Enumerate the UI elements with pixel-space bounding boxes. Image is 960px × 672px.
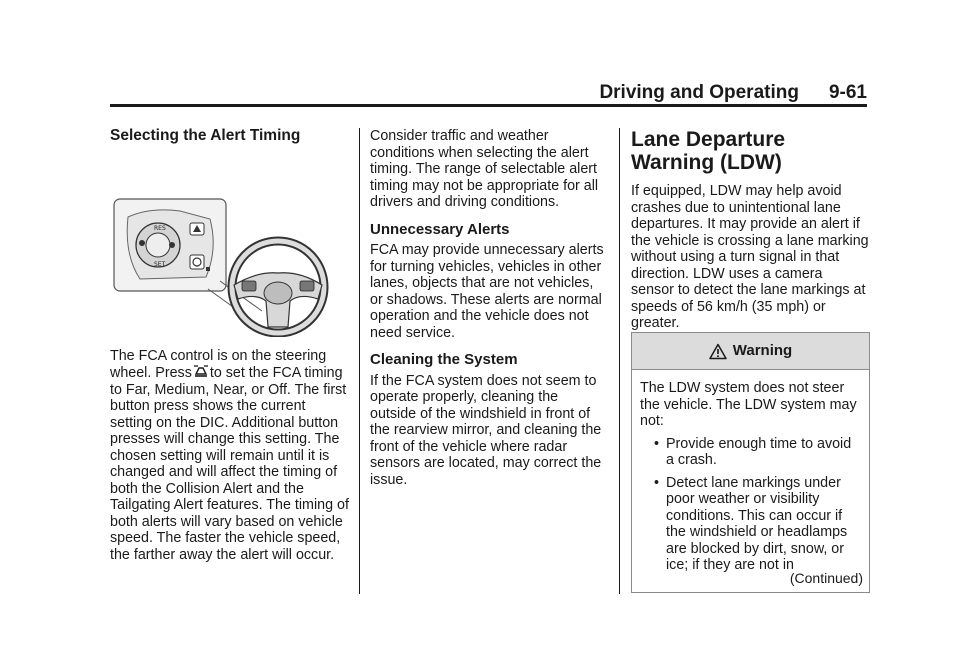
bullet-icon: • (654, 474, 660, 491)
header-page-number: 9-61 (828, 82, 867, 103)
warning-bullet-text: Provide enough time to avoid a crash. (666, 435, 852, 468)
steering-wheel-figure (110, 159, 346, 337)
ldw-intro-paragraph: If equipped, LDW may help avoid crashes due to unintentional lane departures. It may provide an alert if the vehicle is crossing a lane marking without using a turn signal in that direction. LDW uses a camera sensor to detect the lane markings at speeds of 56 km/h (35 mph) or greater. (631, 183, 869, 331)
bullet-icon: • (654, 435, 660, 452)
warning-intro: The LDW system does not steer the vehicle. The LDW system may not: (640, 380, 857, 429)
res-label: RES (154, 224, 166, 232)
text-before-icon: The FCA control is on the steering wheel. Press (110, 347, 327, 381)
warning-bullet-text: Detect lane markings under poor weather or visibility conditions. This can occur if the windshield or headlamps are blocked by dirt, snow, or ice; if they are not in (666, 474, 848, 573)
page-header (110, 78, 867, 107)
cruise-button (190, 255, 204, 269)
column-3 (631, 128, 869, 586)
header-section-title: Driving and Operating (599, 82, 799, 103)
warning-body (632, 370, 869, 574)
heading-cleaning-system: Cleaning the System (370, 351, 518, 368)
consider-traffic-paragraph: Consider traffic and weather conditions when selecting the alert timing. The range of selectable alert timing may not be appropriate for all drivers and driving conditions. (370, 128, 599, 210)
warning-box (631, 332, 870, 593)
column-2 (370, 128, 608, 488)
warning-bullet (654, 436, 861, 469)
warning-triangle-icon (709, 343, 727, 360)
column-divider-2 (619, 128, 620, 594)
column-divider-1 (359, 128, 360, 594)
header-text (599, 82, 867, 104)
continued-label: (Continued) (789, 569, 863, 586)
column-1 (110, 128, 350, 563)
text-after-icon: to set the FCA timing to Far, Medium, Near, or Off. The first button press shows the current setting on the DIC. Additional button presses will change this setting. The chosen setting will remain until it is changed and will affect the timing of both the Collision Alert and the Tailgating Alert features. The timing of both alerts will vary based on vehicle speed. The faster the vehicle speed, the farther away the alert will occur. (110, 365, 349, 563)
warning-header (632, 333, 869, 370)
set-label: SET (154, 260, 166, 268)
alert-timing-car-icon (193, 364, 209, 379)
warning-bullet (654, 475, 861, 574)
cleaning-system-paragraph: If the FCA system does not seem to operate properly, cleaning the outside of the windshield in front of the rearview mirror, and cleaning the front of the vehicle where radar sensors are located, may correct the issue. (370, 372, 602, 488)
steering-wheel-illustration (110, 159, 346, 337)
fca-control-paragraph (110, 348, 350, 564)
heading-unnecessary-alerts: Unnecessary Alerts (370, 220, 510, 238)
warning-title: Warning (732, 341, 793, 359)
warning-list (640, 436, 861, 574)
unnecessary-alerts-paragraph: FCA may provide unnecessary alerts for turning vehicles, vehicles in other lanes, objects that are not vehicles, or shadows. These alerts are normal operation and the vehicle does not need service. (370, 242, 604, 341)
heading-alert-timing: Selecting the Alert Timing (110, 127, 301, 144)
heading-ldw: Lane Departure Warning (LDW) (631, 128, 786, 174)
